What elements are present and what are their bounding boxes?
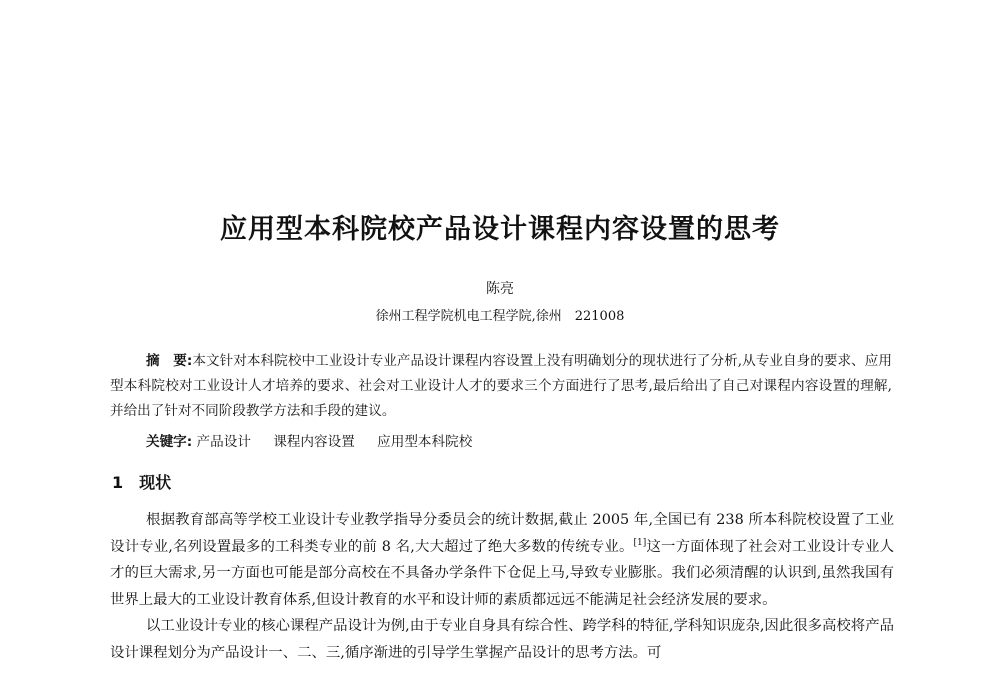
keyword: 应用型本科院校	[377, 434, 473, 450]
author-name: 陈亮	[486, 281, 514, 297]
paper-title: 应用型本科院校产品设计课程内容设置的思考	[220, 214, 780, 245]
section-heading	[112, 470, 171, 493]
section-number: 1	[112, 473, 124, 492]
paragraph-text: 这一方面体现了社会对工业设计专业人才的巨大需求,另一方面也可能是部分高校在不具备办学条件下仓促上马,导致专业膨胀。我们必须清醒的认识到,虽然我国有世界上最大的工业设计教育体系,但设计教育的水平和设计师的素质都远远不能满足社会经济发展的要求。	[110, 538, 894, 608]
abstract-text: 本文针对本科院校中工业设计专业产品设计课程内容设置上没有明确划分的现状进行了分析,从专业自身的要求、应用型本科院校对工业设计人才培养的要求、社会对工业设计人才的要求三个方面进行了思考,最后给出了自己对课程内容设置的理解,并给出了针对不同阶段教学方法和手段的建议。	[110, 353, 892, 419]
body-paragraph	[110, 507, 894, 613]
citation-ref[interactable]: [1]	[633, 537, 647, 548]
keywords-label: 关键字:	[146, 434, 193, 450]
keyword: 课程内容设置	[273, 434, 355, 450]
keywords	[146, 430, 490, 450]
author-affiliation: 徐州工程学院机电工程学院,徐州 221008	[375, 309, 625, 324]
body-paragraph	[110, 613, 894, 666]
paragraph-text: 根据教育部高等学校工业设计专业教学指导分委员会的统计数据,截止 2005 年,全国已有 238 所本科院校设置了工业设计专业,名列设置最多的工科类专业的前 8 名,大大超过了绝大多数的传统专业。	[110, 512, 894, 555]
body-text	[110, 507, 894, 666]
abstract-label: 摘 要:	[146, 353, 193, 369]
keyword: 产品设计	[196, 434, 251, 450]
paragraph-text: 以工业设计专业的核心课程产品设计为例,由于专业自身具有综合性、跨学科的特征,学科知识庞杂,因此很多高校将产品设计课程划分为产品设计一、二、三,循序渐进的引导学生掌握产品设计的思考方法。可	[110, 618, 894, 661]
section-title: 现状	[139, 473, 172, 492]
abstract	[110, 349, 892, 424]
